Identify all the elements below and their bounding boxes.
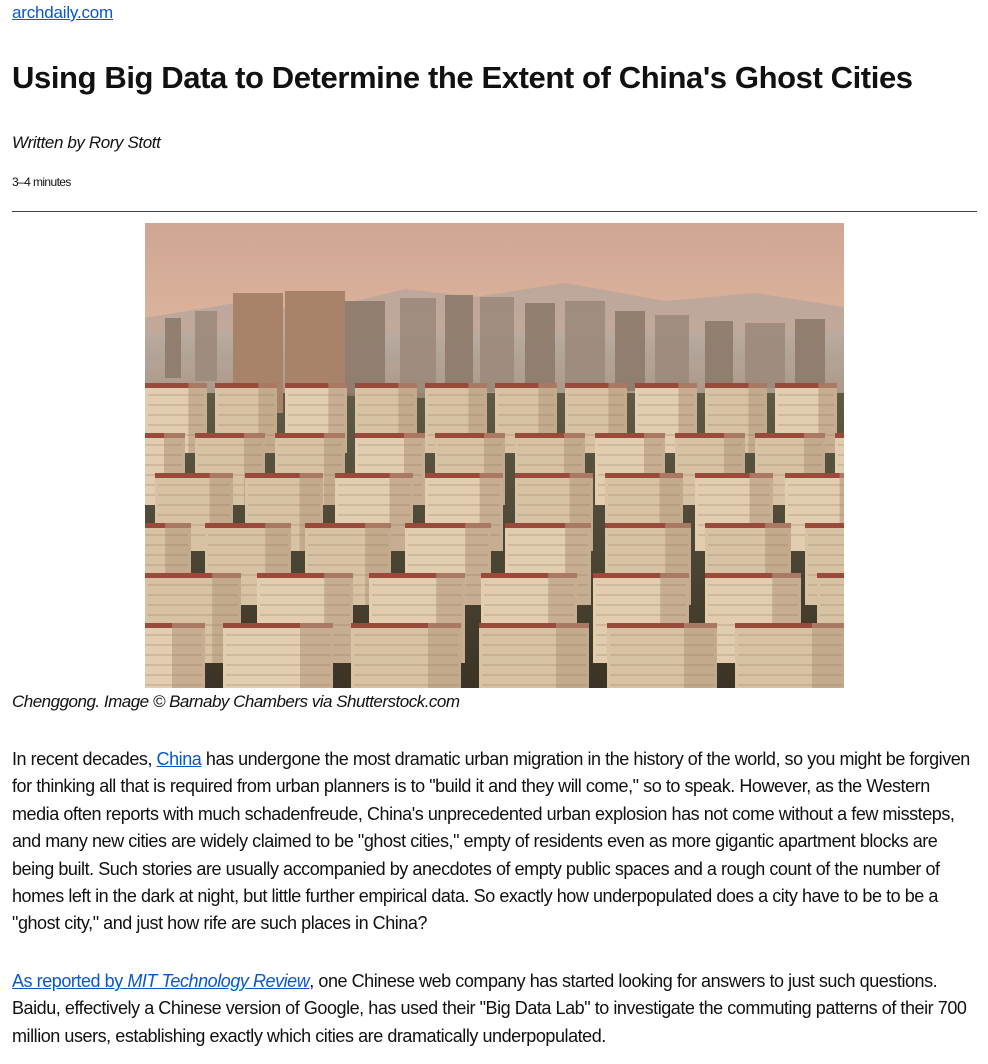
distant-tower [480, 297, 514, 392]
header-divider [12, 211, 977, 212]
article-title: Using Big Data to Determine the Extent of China's Ghost Cities [12, 60, 913, 95]
paragraph-2-body: , one Chinese web company has started looking for answers to just such questions. Baidu, effectively a Chinese version of Google, has used their "Big Data Lab" to investigate the commuting patterns of their 700 million users, establishing exactly which cities are dramatically underpopulated. [12, 971, 967, 1046]
distant-tower [345, 301, 385, 396]
apartment-block [735, 623, 844, 688]
mit-technology-review-link[interactable] [12, 971, 309, 991]
distant-tower [655, 315, 689, 390]
distant-tower [195, 311, 217, 381]
distant-tower [705, 321, 733, 391]
link-lead-text: As reported by [12, 971, 128, 991]
article-byline: Written by Rory Stott [12, 133, 161, 152]
distant-tower [165, 318, 181, 378]
distant-tower [745, 323, 785, 388]
distant-tower [565, 301, 605, 396]
apartment-block [351, 623, 461, 688]
article-photo [145, 223, 844, 688]
china-link[interactable]: China [156, 749, 202, 769]
body-paragraph-2 [12, 968, 978, 1050]
paragraph-1-lead: In recent decades, [12, 749, 157, 769]
apartment-block [223, 623, 333, 688]
distant-tower [615, 311, 645, 391]
paragraph-1-body: has undergone the most dramatic urban migration in the history of the world, so you might be forgiven for thinking all that is required from urban planners is to "build it and they will come," so to speak. However, as the Western media often reports with much schadenfreude, China's unprecedented urban explosion has not come without a few missteps, and many new cities are widely claimed to be "ghost cities," empty of residents even as more gigantic apartment blocks are being built. Such stories are usually accompanied by anecdotes of empty public spaces and a rough count of the number of homes left in the dark at night, but little further empirical data. So exactly how underpopulated does a city have to be to be a "ghost city," and just how rife are such places in China? [12, 749, 970, 934]
distant-tower [445, 295, 473, 395]
distant-tower [795, 319, 825, 389]
city-apartment-blocks-photo [145, 223, 844, 688]
read-time: 3–4 minutes [12, 175, 71, 189]
apartment-block [479, 623, 589, 688]
photo-caption: Chenggong. Image © Barnaby Chambers via Shutterstock.com [12, 692, 460, 711]
body-paragraph-1 [12, 746, 978, 938]
publication-name: MIT Technology Review [127, 971, 310, 991]
site-link[interactable]: archdaily.com [12, 3, 114, 22]
apartment-block [145, 623, 205, 688]
apartment-block [607, 623, 717, 688]
distant-tower [525, 303, 555, 393]
